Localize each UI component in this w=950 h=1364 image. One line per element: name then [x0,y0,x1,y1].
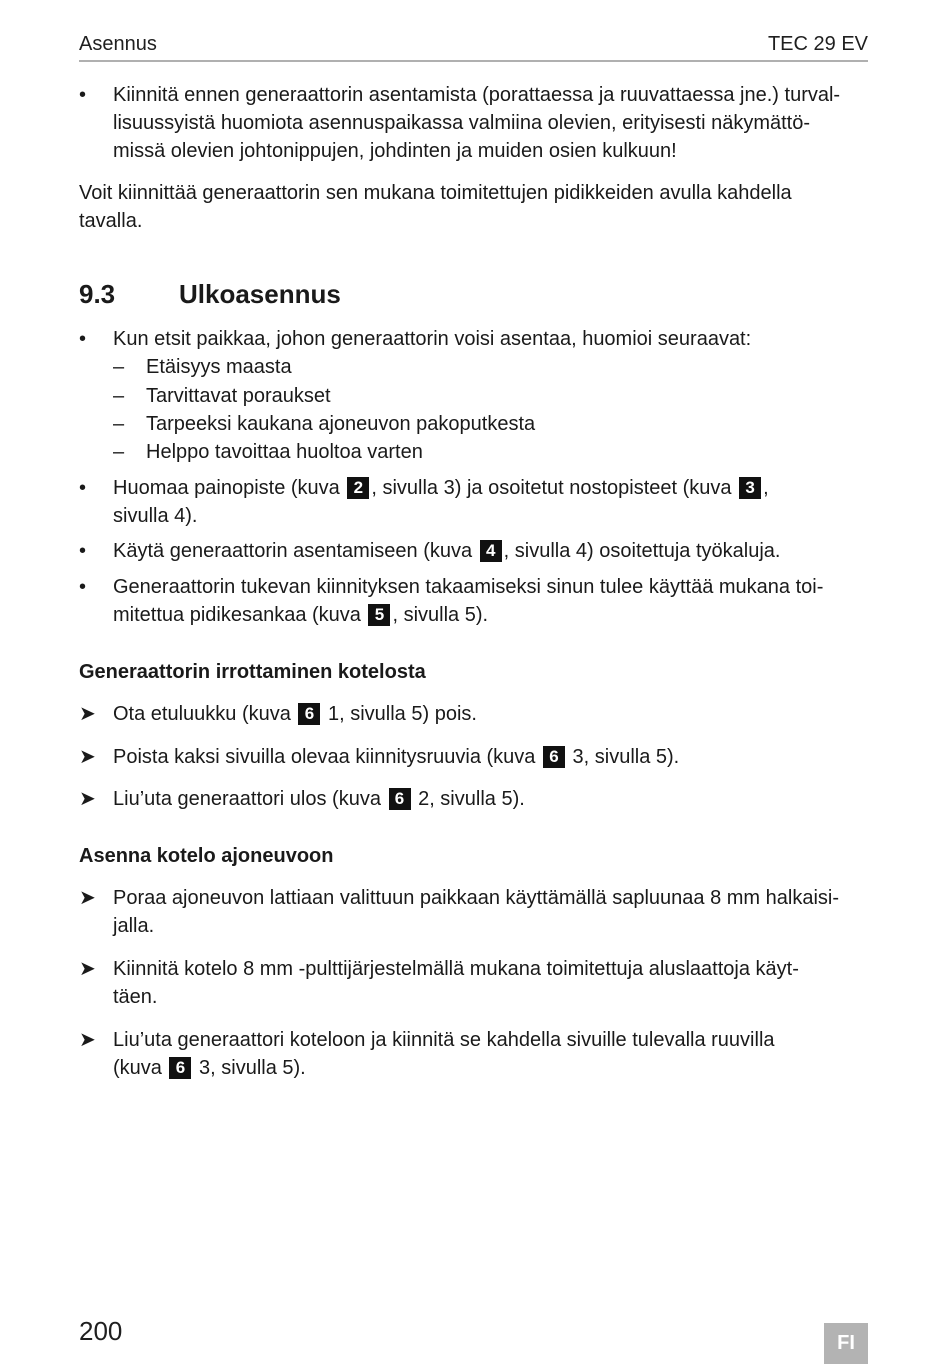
dash-glyph: – [113,385,125,407]
step-text: Poraa ajoneuvon lattiaan valittuun paikkaan käyttämällä sapluunaa 8 mm halkaisi- [113,887,839,909]
sub-list-item: Etäisyys maasta [146,356,292,378]
section-number: 9.3 [79,279,116,309]
text-segment: , [763,477,769,499]
bullet-glyph: • [79,328,87,350]
subheading-install: Asenna kotelo ajoneuvoon [79,845,334,867]
step-text: Kiinnitä kotelo 8 mm -pulttijärjestelmällä mukana toimitettuja aluslaattoja käyt- [113,958,799,980]
list-item-text: Generaattorin tukevan kiinnityksen takaamiseksi sinun tulee käyttää mukana toi- [113,576,824,598]
arrow-icon: ➤ [79,788,96,810]
list-item-text [113,474,769,502]
header-section-title: Asennus [79,33,157,55]
list-item-text [113,601,488,629]
intro-bullet-line: missä olevien johtonippujen, johdinten ja muiden osien kulkuun! [113,140,677,162]
figure-ref-badge: 6 [169,1057,191,1079]
sub-list-item: Tarpeeksi kaukana ajoneuvon pakoputkesta [146,413,536,435]
header-product-name: TEC 29 EV [767,33,868,55]
figure-ref-badge: 3 [739,477,761,499]
arrow-icon: ➤ [79,1029,96,1051]
sub-list-item: Tarvittavat poraukset [146,385,331,407]
subheading-remove: Generaattorin irrottaminen kotelosta [79,661,426,683]
intro-bullet-line: lisuussyistä huomiota asennuspaikassa valmiina olevien, erityisesti näkymättö- [113,112,810,134]
dash-glyph: – [113,441,125,463]
bullet-glyph: • [79,576,87,598]
figure-ref-badge: 5 [368,604,390,626]
step-text [113,743,679,771]
figure-ref-badge: 4 [480,540,502,562]
language-tab: FI [824,1323,868,1364]
text-segment: Käytä generaattorin asentamiseen (kuva [113,540,473,562]
text-segment: , sivulla 4) osoitettuja työkaluja. [503,540,781,562]
figure-ref-badge: 2 [347,477,369,499]
list-item-text [113,537,780,565]
arrow-icon: ➤ [79,958,96,980]
list-item-text: sivulla 4). [113,505,198,527]
text-segment: Huomaa painopiste (kuva [113,477,340,499]
page-number: 200 [79,1316,123,1346]
figure-ref-badge: 6 [389,788,411,810]
text-segment: mitettua pidikesankaa (kuva [113,604,361,626]
intro-paragraph-line: Voit kiinnittää generaattorin sen mukana toimitettujen pidikkeiden avulla kahdella [79,182,792,204]
text-segment: , sivulla 5). [392,604,489,626]
text-segment: , sivulla 3) ja osoitetut nostopisteet (kuva [371,477,732,499]
step-text: Liu’uta generaattori koteloon ja kiinnitä se kahdella sivuille tulevalla ruuvilla [113,1029,775,1051]
section-title: Ulkoasennus [179,279,341,309]
step-text: täen. [113,986,158,1008]
bullet-glyph: • [79,540,87,562]
list-item-text: Kun etsit paikkaa, johon generaattorin voisi asentaa, huomioi seuraavat: [113,328,752,350]
text-segment: Ota etuluukku (kuva [113,703,291,725]
dash-glyph: – [113,413,125,435]
figure-ref-badge: 6 [298,703,320,725]
dash-glyph: – [113,356,125,378]
arrow-icon: ➤ [79,746,96,768]
arrow-icon: ➤ [79,703,96,725]
sub-list-item: Helppo tavoittaa huoltoa varten [146,441,423,463]
step-text: jalla. [113,915,155,937]
text-segment: 3, sivulla 5). [566,746,680,768]
text-segment: 2, sivulla 5). [412,788,525,810]
intro-paragraph-line: tavalla. [79,210,143,232]
text-segment: Liu’uta generaattori ulos (kuva [113,788,381,810]
text-segment: 1, sivulla 5) pois. [322,703,477,725]
step-text [113,700,477,728]
text-segment: Poista kaksi sivuilla olevaa kiinnitysruuvia (kuva [113,746,536,768]
step-text [113,1054,306,1082]
arrow-icon: ➤ [79,887,96,909]
header-divider [79,60,868,62]
intro-bullet-line: Kiinnitä ennen generaattorin asentamista (porattaessa ja ruuvattaessa jne.) turval- [113,84,841,106]
figure-ref-badge: 6 [543,746,565,768]
text-segment: 3, sivulla 5). [193,1057,306,1079]
step-text [113,785,525,813]
bullet-glyph: • [79,84,87,106]
bullet-glyph: • [79,477,87,499]
text-segment: (kuva [113,1057,162,1079]
